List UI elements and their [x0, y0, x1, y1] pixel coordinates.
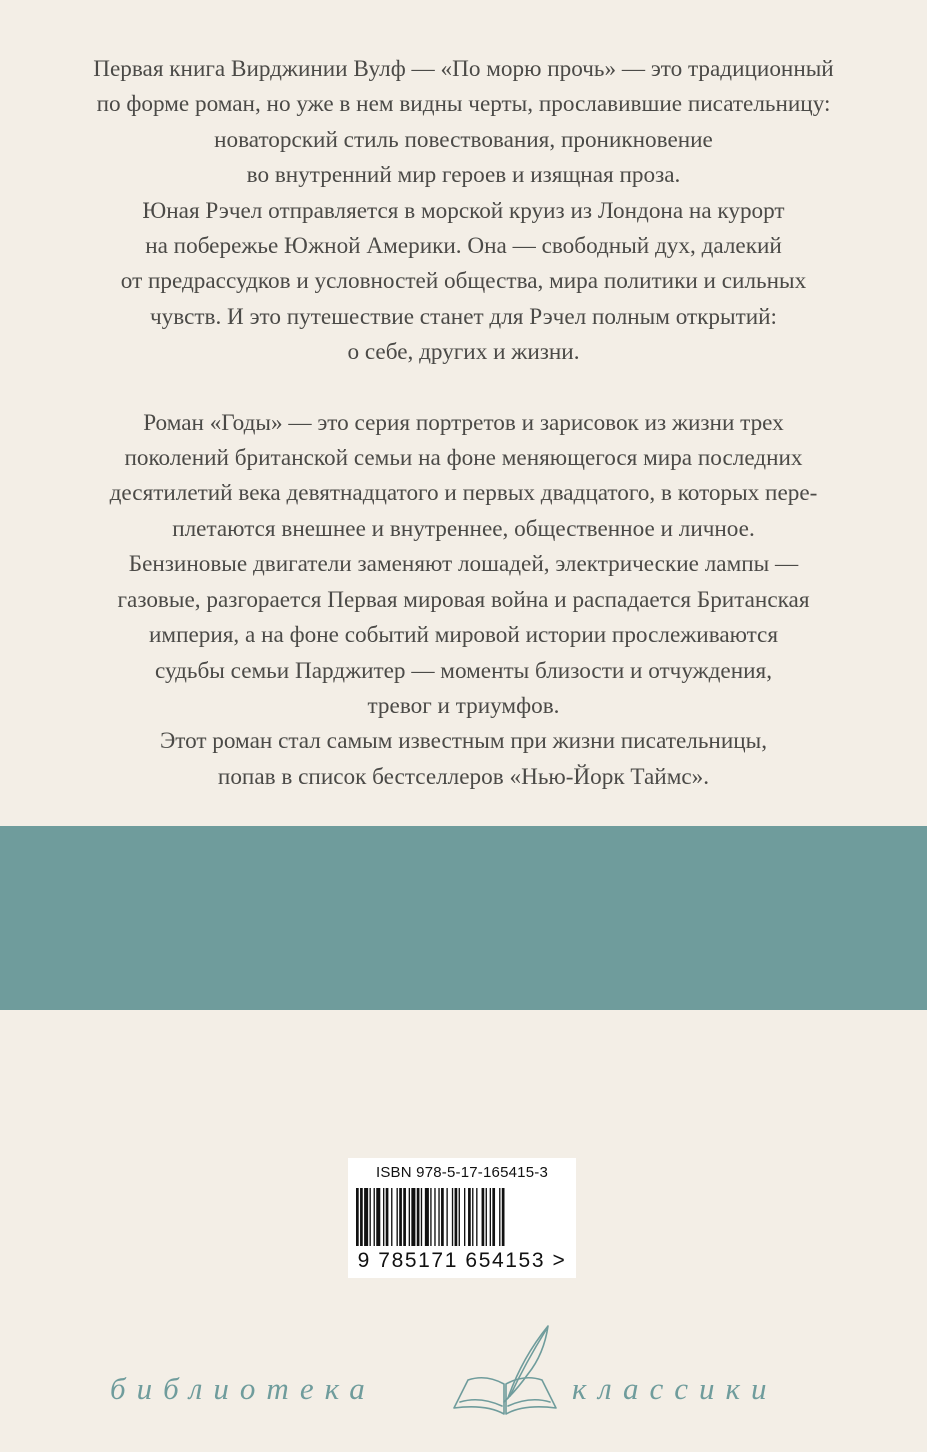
- barcode-bar: [502, 1188, 505, 1246]
- isbn-label: ISBN 978-5-17-165415-3: [375, 1164, 548, 1181]
- barcode-bar: [399, 1188, 402, 1246]
- barcode-bar: [441, 1188, 444, 1246]
- blurb-line: Юная Рэчел отправляется в морской круиз из Лондона на курорт: [142, 197, 785, 224]
- blurb-line: империя, а на фоне событий мировой истории прослеживаются: [148, 622, 779, 649]
- barcode-bar: [397, 1188, 398, 1246]
- barcode-bar: [417, 1188, 420, 1246]
- barcode-bar: [430, 1188, 431, 1246]
- barcode-bar: [499, 1188, 500, 1246]
- barcode-bar: [482, 1188, 485, 1246]
- blurb-line: новаторский стиль повествования, проникновение: [214, 126, 713, 153]
- barcode-bar: [370, 1188, 371, 1246]
- blurb-line: десятилетий века девятнадцатого и первых двадцатого, в которых пере-: [109, 480, 818, 507]
- barcode-bar: [409, 1188, 410, 1246]
- barcode-bar: [425, 1188, 429, 1246]
- blurb-line: на побережье Южной Америки. Она — свободный дух, далекий: [145, 233, 782, 260]
- blurb-line: судьбы семьи Парджитер — моменты близости и отчуждения,: [154, 657, 773, 684]
- paragraph-gap: [30, 371, 897, 406]
- series-name-right: классики: [572, 1371, 778, 1406]
- barcode-bar: [459, 1188, 460, 1246]
- blurb-line: во внутренний мир героев и изящная проза.: [246, 162, 681, 189]
- barcode-bar: [383, 1188, 384, 1246]
- blurb-line: тревог и триумфов.: [367, 692, 560, 719]
- barcode-bar: [421, 1188, 422, 1246]
- blurb-line: попав в список бестселлеров «Нью-Йорк Таймс».: [217, 763, 710, 790]
- series-name-left: библиотека: [110, 1371, 376, 1406]
- blurb-line: Роман «Годы» — это серия портретов и зарисовок из жизни трех: [143, 409, 784, 436]
- barcode-bar: [472, 1188, 473, 1246]
- blurb-line: плетаются внешнее и внутреннее, общественное и личное.: [172, 515, 755, 542]
- barcode-bar: [446, 1188, 447, 1246]
- barcode-bar: [376, 1188, 380, 1246]
- barcode-bar: [438, 1188, 439, 1246]
- blurb-line: о себе, других и жизни.: [347, 339, 580, 366]
- barcode-bar: [452, 1188, 453, 1246]
- barcode-bar: [464, 1188, 465, 1246]
- barcode-bar: [411, 1188, 415, 1246]
- blurb-line: от предрассудков и условностей общества, мира политики и сильных: [120, 268, 807, 295]
- barcode-bar: [434, 1188, 435, 1246]
- barcode-digits: 9 785171 654153 >: [357, 1249, 567, 1272]
- barcode-bar: [455, 1188, 458, 1246]
- barcode-bar: [364, 1188, 368, 1246]
- barcode-bar: [490, 1188, 491, 1246]
- barcode-bar: [486, 1188, 487, 1246]
- back-cover-blurb: [30, 52, 897, 795]
- open-book-quill-icon: [444, 1318, 570, 1418]
- blurb-line: Бензиновые двигатели заменяют лошадей, электрические лампы —: [128, 551, 799, 578]
- barcode-bar: [374, 1188, 375, 1246]
- barcode-bars: [356, 1188, 568, 1250]
- barcode-bar: [476, 1188, 477, 1246]
- barcode-bar: [492, 1188, 495, 1246]
- barcode-bar: [468, 1188, 471, 1246]
- blurb-line: газовые, разгорается Первая мировая война и распадается Британская: [117, 586, 810, 613]
- barcode-bar: [391, 1188, 392, 1246]
- blurb-line: Первая книга Вирджинии Вулф — «По морю прочь» — это традиционный: [93, 56, 834, 82]
- blurb-line: чувств. И это путешествие станет для Рэчел полным открытий:: [150, 303, 777, 330]
- barcode-bar: [356, 1188, 359, 1246]
- blurb-line: по форме роман, но уже в нем видны черты, прославившие писательницу:: [96, 91, 831, 118]
- blurb-line: Этот роман стал самым известным при жизни писательницы,: [159, 728, 768, 755]
- barcode-bar: [386, 1188, 389, 1246]
- decorative-color-band: [0, 826, 927, 1010]
- barcode-bar: [403, 1188, 406, 1246]
- isbn-barcode: [348, 1158, 576, 1278]
- barcode-bar: [360, 1188, 363, 1246]
- blurb-line: поколений британской семьи на фоне меняющегося мира последних: [124, 445, 803, 472]
